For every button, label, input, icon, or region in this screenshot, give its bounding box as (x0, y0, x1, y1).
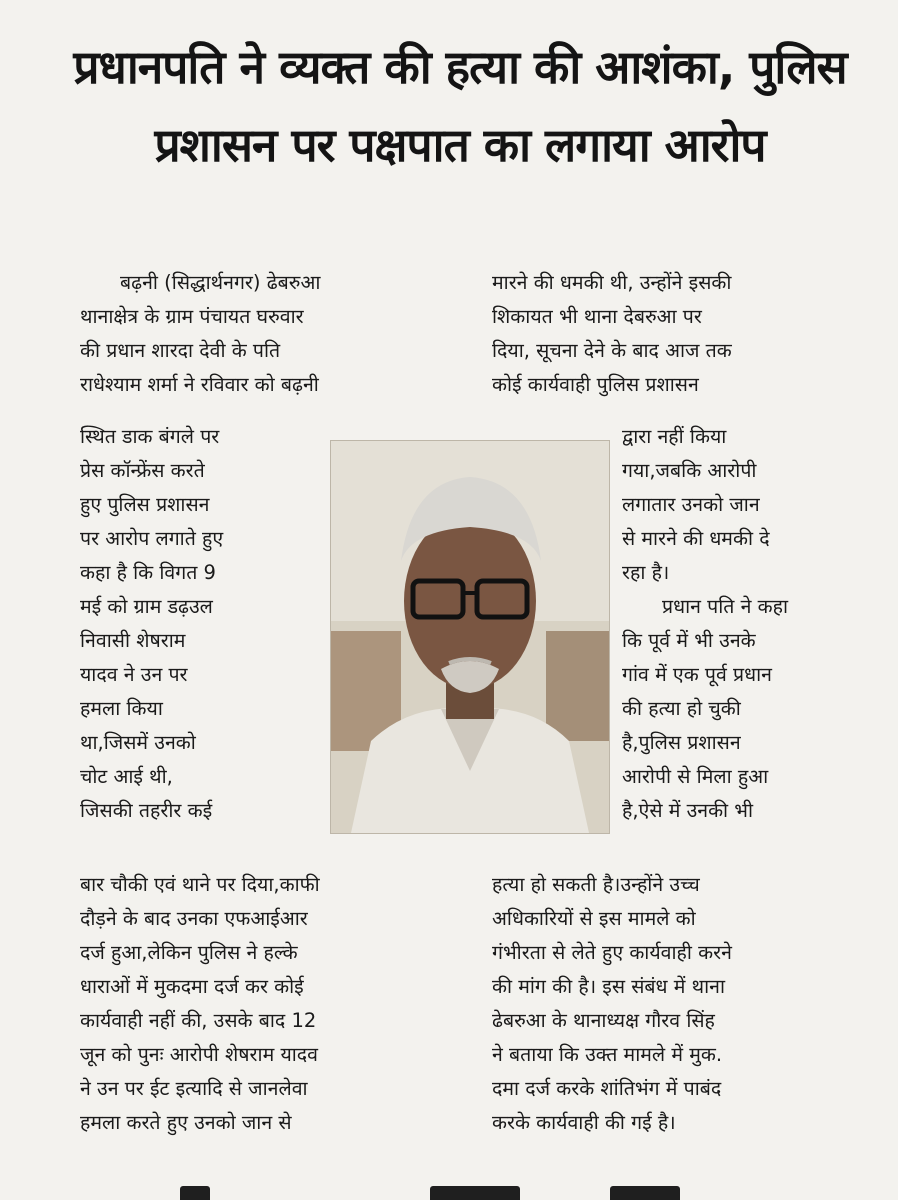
text-line: जिसकी तहरीर कई (80, 799, 213, 822)
text-line: शिकायत भी थाना देबरुआ पर (492, 305, 702, 328)
article-column-left-narrow (80, 420, 312, 828)
text-line: मारने की धमकी थी, उन्होंने इसकी (492, 271, 732, 294)
text-line: अधिकारियों से इस मामले को (492, 907, 696, 930)
portrait-illustration (331, 441, 609, 833)
text-line: हमला करते हुए उनको जान से (80, 1111, 292, 1134)
text-line: यादव ने उन पर (80, 663, 188, 686)
text-line: आरोपी से मिला हुआ (622, 765, 769, 788)
article-column-right-bottom (492, 868, 864, 1140)
text-line: थानाक्षेत्र के ग्राम पंचायत घरुवार (80, 305, 304, 328)
text-line: था,जिसमें उनको (80, 731, 196, 754)
cropped-glyph (610, 1186, 680, 1200)
text-line: कार्यवाही नहीं की, उसके बाद 12 (80, 1009, 317, 1032)
text-line: दौड़ने के बाद उनका एफआईआर (80, 907, 308, 930)
portrait-photo (330, 440, 610, 834)
text-line: दमा दर्ज करके शांतिभंग में पाबंद (492, 1077, 722, 1100)
article-column-left-bottom (80, 868, 466, 1140)
text-line: द्वारा नहीं किया (622, 425, 727, 448)
text-line: बढ़नी (सिद्धार्थनगर) ढेबरुआ (120, 271, 321, 294)
text-line: मई को ग्राम डढ़उल (80, 595, 213, 618)
cropped-glyph (180, 1186, 210, 1200)
text-line: बार चौकी एवं थाने पर दिया,काफी (80, 873, 320, 896)
text-line: है,ऐसे में उनकी भी (622, 799, 754, 822)
text-line: गांव में एक पूर्व प्रधान (622, 663, 772, 686)
text-line: लगातार उनको जान (622, 493, 760, 516)
text-line: जून को पुनः आरोपी शेषराम यादव (80, 1043, 319, 1066)
text-line: कि पूर्व में भी उनके (622, 629, 756, 652)
text-line: गया,जबकि आरोपी (622, 459, 757, 482)
cropped-glyph (430, 1186, 520, 1200)
text-line: ढेबरुआ के थानाध्यक्ष गौरव सिंह (492, 1009, 715, 1032)
headline (60, 28, 860, 184)
text-line: निवासी शेषराम (80, 629, 186, 652)
article-column-right-top (492, 266, 864, 402)
text-line: दिया, सूचना देने के बाद आज तक (492, 339, 732, 362)
text-line: ने उन पर ईट इत्यादि से जानलेवा (80, 1077, 308, 1100)
text-line: पर आरोप लगाते हुए (80, 527, 224, 550)
text-line: प्रेस कॉन्फ्रेंस करते (80, 459, 205, 482)
text-line: हत्या हो सकती है।उन्होंने उच्च (492, 873, 700, 896)
text-line: धाराओं में मुकदमा दर्ज कर कोई (80, 975, 304, 998)
text-line: की प्रधान शारदा देवी के पति (80, 339, 281, 362)
text-line: कहा है कि विगत 9 (80, 561, 216, 584)
text-line: रहा है। (622, 561, 670, 584)
text-line: स्थित डाक बंगले पर (80, 425, 220, 448)
headline-line-2: प्रशासन पर पक्षपात का लगाया आरोप (154, 118, 766, 172)
text-line: करके कार्यवाही की गई है। (492, 1111, 676, 1134)
next-headline-fragment (0, 1168, 898, 1200)
text-line: ने बताया कि उक्त मामले में मुक. (492, 1043, 723, 1066)
headline-line-1: प्रधानपति ने व्यक्त की हत्या की आशंका, पुलिस (73, 40, 847, 94)
article-column-left-top (80, 266, 466, 402)
text-line: राधेश्याम शर्मा ने रविवार को बढ़नी (80, 373, 319, 396)
text-line: चोट आई थी, (80, 765, 173, 788)
text-line: दर्ज हुआ,लेकिन पुलिस ने हल्के (80, 941, 298, 964)
text-line: प्रधान पति ने कहा (662, 595, 789, 618)
text-line: गंभीरता से लेते हुए कार्यवाही करने (492, 941, 732, 964)
text-line: हमला किया (80, 697, 163, 720)
text-line: की मांग की है। इस संबंध में थाना (492, 975, 725, 998)
text-line: हुए पुलिस प्रशासन (80, 493, 210, 516)
text-line: से मारने की धमकी दे (622, 527, 770, 550)
text-line: की हत्या हो चुकी (622, 697, 741, 720)
article-column-right-narrow (622, 420, 864, 828)
text-line: है,पुलिस प्रशासन (622, 731, 741, 754)
text-line: कोई कार्यवाही पुलिस प्रशासन (492, 373, 699, 396)
